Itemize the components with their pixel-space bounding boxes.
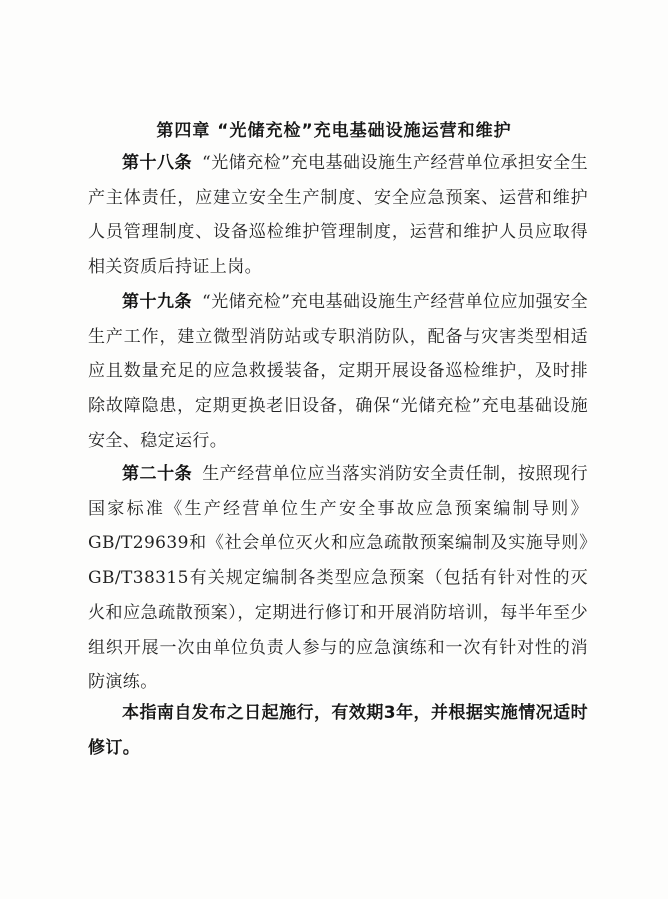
article-19-number: 第十九条 <box>122 292 193 312</box>
article-20 <box>88 457 588 700</box>
article-19 <box>88 285 588 459</box>
chapter-title: 第四章 “光储充检”充电基础设施运营和维护 <box>156 121 512 141</box>
article-20-number: 第二十条 <box>122 464 193 484</box>
article-19-text: “光储充检”充电基础设施生产经营单位应加强安全生产工作，建立微型消防站或专职消防队，配备与灾害类型相适应且数量充足的应急救援装备，定期开展设备巡检维护，及时排除故障隐患，定期更换老旧设备，确保“光储充检”充电基础设施安全、稳定运行。 <box>88 292 588 451</box>
article-18-number: 第十八条 <box>122 153 193 173</box>
article-20-text: 生产经营单位应当落实消防安全责任制，按照现行国家标准《生产经营单位生产安全事故应急预案编制导则》GB/T29639和《社会单位灭火和应急疏散预案编制及实施导则》GB/T38315有关规定编制各类型应急预案（包括有针对性的灭火和应急疏散预案），定期进行修订和开展消防培训，每半年至少组织开展一次由单位负责人参与的应急演练和一次有针对性的消防演练。 <box>88 464 588 693</box>
closing-statement: 本指南自发布之日起施行，有效期3年，并根据实施情况适时修订。 <box>88 703 588 758</box>
article-18 <box>88 146 588 285</box>
article-18-text: “光储充检”充电基础设施生产经营单位承担安全生产主体责任，应建立安全生产制度、安全应急预案、运营和维护人员管理制度、设备巡检维护管理制度，运营和维护人员应取得相关资质后持证上岗。 <box>88 153 588 278</box>
